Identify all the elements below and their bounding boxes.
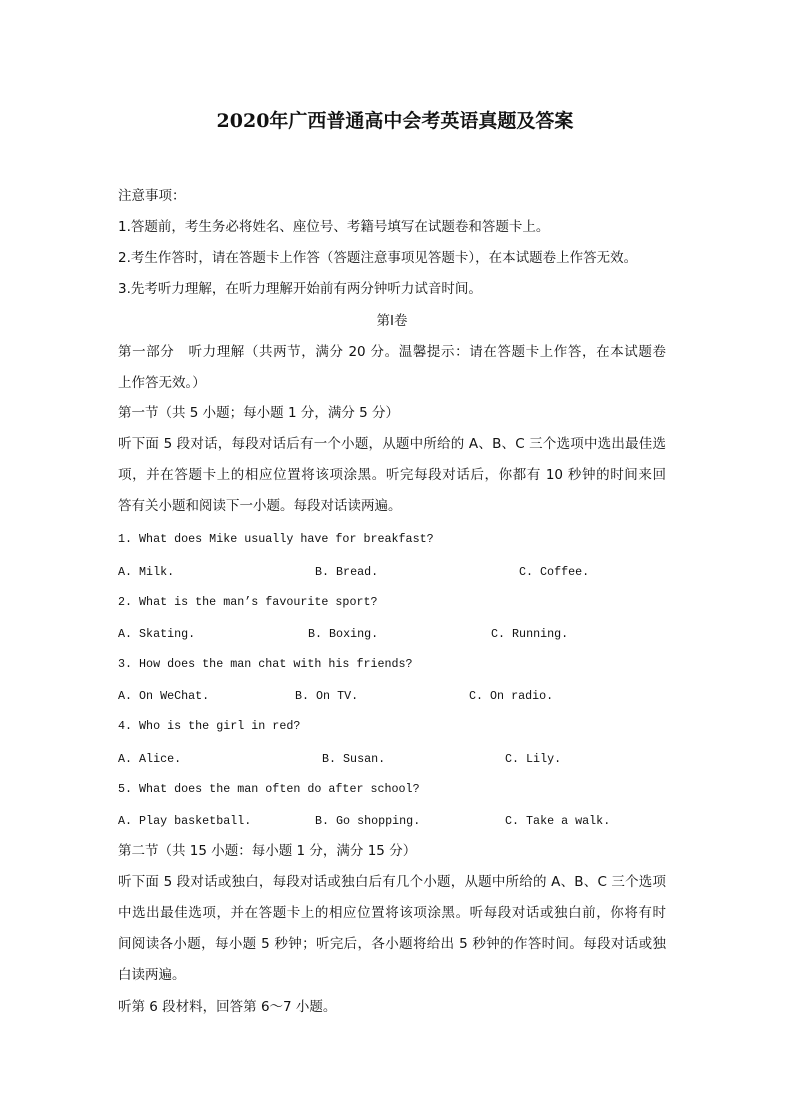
section1-instructions: 答有关小题和阅读下一小题。每段对话读两遍。 [118, 498, 402, 514]
option-a: A. Alice. [118, 752, 182, 766]
note-item: 2.考生作答时，请在答题卡上作答（答题注意事项见答题卡），在本试题卷上作答无效。 [118, 250, 638, 266]
option-b: B. Susan. [322, 752, 386, 766]
option-c: C. Take a walk. [505, 814, 611, 828]
document-title: 2020年广西普通高中会考英语真题及答案 [216, 110, 574, 132]
notes-heading: 注意事项： [118, 188, 186, 204]
option-c: C. Coffee. [519, 565, 590, 579]
question-5: 5. What does the man often do after school? [118, 782, 420, 796]
note-item: 3.先考听力理解，在听力理解开始前有两分钟听力试音时间。 [118, 281, 482, 297]
note-item: 1.答题前，考生务必将姓名、座位号、考籍号填写在试题卷和答题卡上。 [118, 219, 550, 235]
question-4: 4. Who is the girl in red? [118, 719, 301, 733]
option-a: A. On WeChat. [118, 689, 210, 703]
section1-instructions: 听下面 5 段对话，每段对话后有一个小题，从题中所给的 A、B、C 三个选项中选出最佳选 [118, 436, 666, 452]
section2-instructions: 中选出最佳选项，并在答题卡上的相应位置将该项涂黑。听每段对话或独白前，你将有时 [118, 905, 666, 921]
question-1: 1. What does Mike usually have for breakfast? [118, 532, 434, 546]
option-b: B. On TV. [295, 689, 359, 703]
option-a: A. Milk. [118, 565, 175, 579]
question-2: 2. What is the man’s favourite sport? [118, 595, 378, 609]
section2-instructions: 白读两遍。 [118, 967, 186, 983]
material-6-prompt: 听第 6 段材料，回答第 6～7 小题。 [118, 999, 337, 1015]
question-3: 3. How does the man chat with his friends? [118, 657, 413, 671]
option-c: C. Lily. [505, 752, 562, 766]
section1-instructions: 项，并在答题卡上的相应位置将该项涂黑。听完每段对话后，你都有 10 秒钟的时间来回 [118, 467, 666, 483]
option-b: B. Go shopping. [315, 814, 421, 828]
option-c: C. On radio. [469, 689, 554, 703]
option-b: B. Boxing. [308, 627, 379, 641]
section1-heading: 第一节（共 5 小题；每小题 1 分，满分 5 分） [118, 405, 400, 421]
part1-heading-cont: 上作答无效。） [118, 375, 206, 391]
part1-heading: 第一部分 听力理解（共两节，满分 20 分。温馨提示：请在答题卡上作答，在本试题卷 [118, 344, 666, 360]
section2-instructions: 听下面 5 段对话或独白，每段对话或独白后有几个小题，从题中所给的 A、B、C 三个选项 [118, 874, 666, 890]
option-c: C. Running. [491, 627, 569, 641]
section2-instructions: 间阅读各小题，每小题 5 秒钟；听完后，各小题将给出 5 秒钟的作答时间。每段对话或独 [118, 936, 666, 952]
volume-heading: 第Ⅰ卷 [376, 313, 408, 329]
option-a: A. Skating. [118, 627, 196, 641]
option-a: A. Play basketball. [118, 814, 252, 828]
option-b: B. Bread. [315, 565, 379, 579]
section2-heading: 第二节（共 15 小题：每小题 1 分，满分 15 分） [118, 843, 417, 859]
